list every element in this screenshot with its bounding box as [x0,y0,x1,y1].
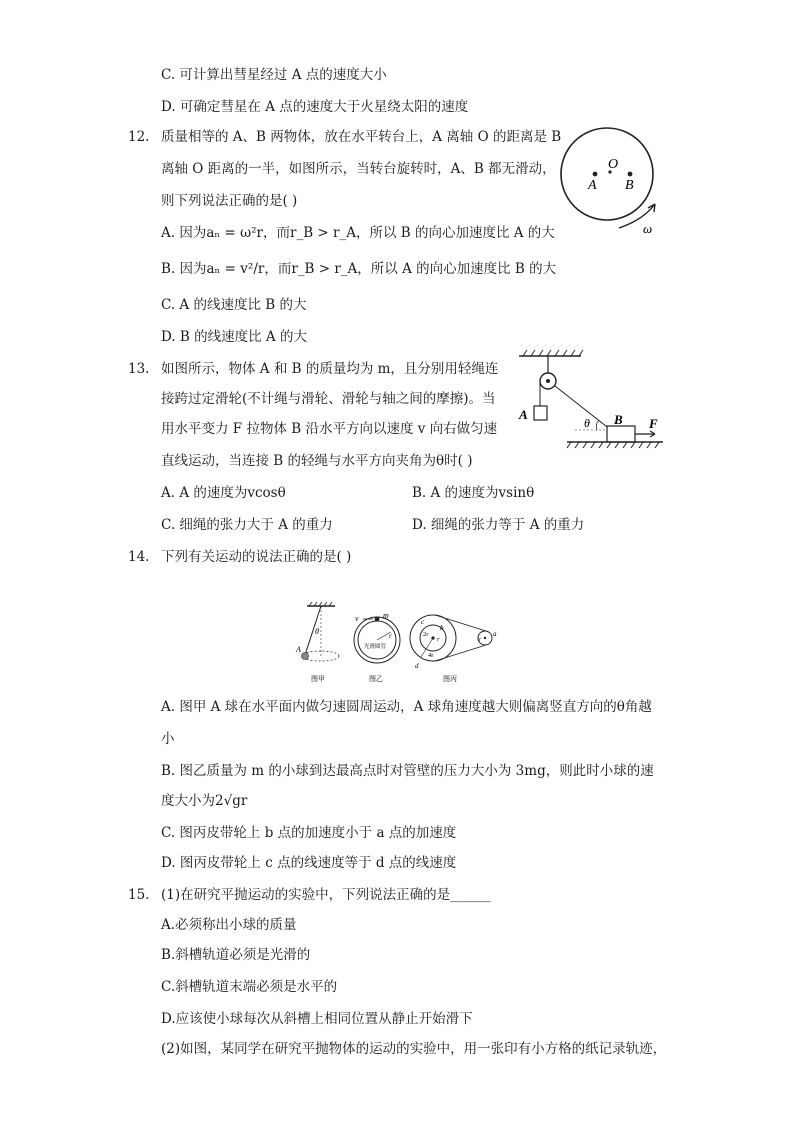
rope-to-b [555,386,611,430]
svg-text:r: r [479,637,482,643]
q11-option-c: C. 可计算出彗星经过 A 点的速度大小 [161,67,387,83]
svg-text:b: b [440,624,444,632]
q13-stem-line-4: 直线运动，当连接 B 的轻绳与水平方向夹角为θ时( ) [161,453,473,469]
q15-part-2: (2)如图，某同学在研究平抛物体的运动的实验中，用一张印有小方格的纸记录轨迹， [161,1041,667,1057]
q12-option-d: D. B 的线速度比 A 的大 [161,329,307,345]
label-a: A [519,407,528,422]
point-a-dot [593,172,598,177]
caption-yi: 图乙 [369,675,383,683]
svg-text:θ: θ [315,627,319,636]
q14-option-c: C. 图丙皮带轮上 b 点的加速度小于 a 点的加速度 [161,825,457,841]
svg-text:光滑圆管: 光滑圆管 [364,644,387,650]
q15-number: 15. [128,887,150,903]
q15-choice-b: B.斜槽轨道必须是光滑的 [161,947,311,963]
q14-stem: 下列有关运动的说法正确的是( ) [161,549,352,565]
svg-text:d: d [415,662,419,670]
label-a: A [588,178,597,193]
q13-option-c: C. 细绳的张力大于 A 的重力 [161,517,333,533]
q14-option-a-line-1: A. 图甲 A 球在水平面内做匀速圆周运动，A 球角速度越大则偏离竖直方向的θ角越 [161,699,652,715]
label-f: F [649,416,658,431]
motion-figures [293,600,503,690]
q12-stem-line-3: 则下列说法正确的是( ) [161,193,298,209]
q12-option-c: C. A 的线速度比 B 的大 [161,297,307,313]
figure-bing [410,615,497,683]
svg-text:4r: 4r [428,652,434,659]
caption-jia: 图甲 [311,675,325,683]
svg-text:a: a [493,630,497,638]
pulley-figure [515,348,665,453]
q14-number: 14. [128,549,150,565]
q13-stem-line-3: 用水平变力 F 拉物体 B 沿水平方向以速度 v 向右做匀速 [161,421,498,437]
label-b: B [625,178,634,193]
q15-choice-c: C.斜槽轨道末端必须是水平的 [161,979,338,995]
svg-text:r: r [389,632,392,640]
q13-stem-line-2: 接跨过定滑轮(不计绳与滑轮、滑轮与轴之间的摩擦)。当 [161,391,496,407]
figure-yi [354,611,400,683]
turntable-figure [555,124,667,236]
caption-bing: 图丙 [443,675,457,683]
q11-option-d: D. 可确定彗星在 A 点的速度大于火星绕太阳的速度 [161,99,469,115]
svg-text:A: A [296,645,301,654]
block-a [534,406,547,420]
label-b: B [614,412,623,427]
q12-stem-line-1: 质量相等的 A、B 两物体，放在水平转台上，A 离轴 O 的距离是 B [161,129,562,145]
q14-option-d: D. 图丙皮带轮上 c 点的线速度等于 d 点的线速度 [161,855,457,871]
q12-stem-line-2: 离轴 O 距离的一半，如图所示，当转台旋转时，A、B 都无滑动， [161,161,556,177]
block-b [607,426,635,442]
q14-option-a-line-2: 小 [161,731,175,747]
q15-choice-d: D.应该使小球每次从斜槽上相同位置从静止开始滑下 [161,1011,473,1027]
q15-part-1: (1)在研究平抛运动的实验中，下列说法正确的是______ [161,887,491,903]
svg-text:c: c [421,618,425,626]
svg-text:2r: 2r [423,631,429,638]
q12-option-b: B. 因为aₙ = v²/r，而r_B > r_A，所以 A 的向心加速度比 B 的大 [161,261,557,277]
q12-option-a: A. 因为aₙ = ω²r，而r_B > r_A，所以 B 的向心加速度比 A 的大 [161,225,555,241]
q13-option-a: A. A 的速度为vcosθ [161,485,286,501]
theta-arc [596,420,599,430]
label-theta: θ [584,416,590,430]
label-omega: ω [643,221,653,236]
label-o: O [608,157,619,172]
q13-stem-line-1: 如图所示，物体 A 和 B 的质量均为 m，且分别用轻绳连 [161,361,499,377]
point-b-dot [628,172,633,177]
q13-number: 13. [128,361,150,377]
turntable-disk [561,128,653,220]
q15-choice-a: A.必须称出小球的质量 [161,917,297,933]
svg-text:m: m [383,611,389,620]
figure-jia [295,602,339,683]
q14-option-b-line-2: 度大小为2√gr [161,793,248,809]
q13-option-b: B. A 的速度为vsinθ [412,485,535,501]
q14-option-b-line-1: B. 图乙质量为 m 的小球到达最高点时对管壁的压力大小为 3mg，则此时小球的速 [161,763,654,779]
svg-text:v: v [355,614,359,623]
q13-option-d: D. 细绳的张力等于 A 的重力 [412,517,585,533]
svg-text:r: r [437,636,440,643]
q12-number: 12. [128,129,150,145]
